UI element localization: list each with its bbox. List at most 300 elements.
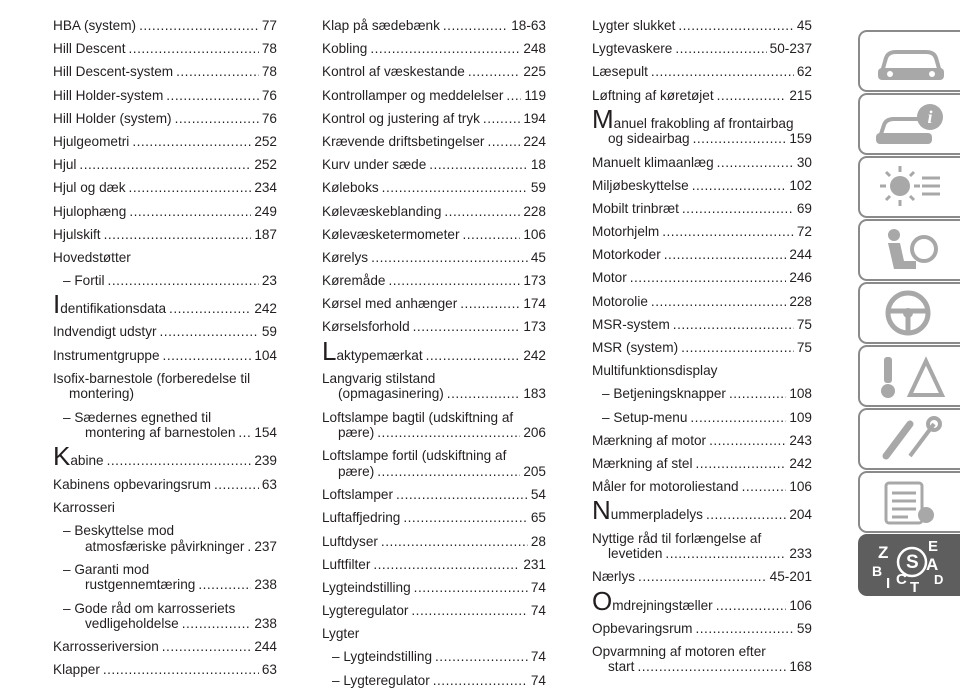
entry-term — [53, 180, 126, 196]
dot-leader — [692, 178, 787, 194]
entry-term — [63, 523, 174, 538]
index-entry — [322, 88, 546, 104]
entry-text: Hjul — [53, 157, 77, 173]
index-entry — [592, 340, 812, 356]
dot-leader — [129, 180, 252, 196]
entry-text: Motorkoder — [592, 247, 661, 263]
dot-leader — [706, 507, 786, 523]
entry-term — [322, 134, 484, 150]
page-number: 109 — [789, 409, 812, 425]
index-letter: C — [896, 571, 907, 588]
index-entry — [322, 649, 546, 665]
dot-leader — [426, 348, 521, 364]
page-number: 62 — [796, 64, 812, 80]
index-entry — [322, 250, 546, 266]
entry-term — [592, 103, 794, 134]
warning-lights-icon — [860, 158, 960, 216]
index-entry — [322, 41, 546, 57]
entry-text: Måler for motoroliestand — [592, 479, 739, 495]
index-letter: A — [926, 555, 939, 574]
page-number: 63 — [261, 476, 277, 492]
dot-leader — [129, 41, 259, 57]
entry-text: Multifunktionsdisplay — [592, 363, 718, 379]
entry-term — [53, 500, 115, 515]
index-entry — [322, 534, 546, 550]
index-letter: S — [906, 552, 919, 573]
entry-text: Kørsel med anhænger — [322, 296, 458, 312]
page-number: 215 — [789, 87, 812, 103]
entry-term — [322, 296, 457, 312]
dot-leader — [444, 204, 520, 220]
entry-text: Miljøbeskyttelse — [592, 177, 689, 193]
index-column-2 — [322, 18, 546, 696]
dot-leader — [630, 270, 787, 286]
tab-safety[interactable] — [858, 219, 960, 281]
entry-term — [322, 111, 480, 127]
index-entry — [592, 495, 812, 526]
index-letter: I — [886, 575, 891, 592]
dot-leader — [682, 201, 794, 217]
page-number: 76 — [261, 110, 277, 126]
entry-text: anuel frakobling af frontairbag — [613, 115, 794, 131]
section-initial-letter: I — [53, 289, 61, 320]
dot-leader — [693, 131, 787, 147]
entry-text: Kontrol af væskestande — [322, 64, 465, 80]
dot-leader — [103, 662, 259, 678]
entry-text: Hjulophæng — [53, 203, 127, 219]
page-number: 194 — [523, 110, 546, 126]
svg-text:i: i — [927, 107, 933, 127]
index-column-1 — [53, 18, 277, 686]
entry-text: atmosfæriske påvirkninger — [85, 538, 245, 554]
entry-term — [322, 204, 441, 220]
dot-leader — [175, 111, 259, 127]
dot-leader — [651, 294, 786, 310]
index-entry — [322, 335, 546, 366]
index-entry — [53, 134, 277, 150]
entry-text: Lygter slukket — [592, 18, 676, 33]
index-entry — [592, 247, 812, 263]
dot-leader — [107, 453, 252, 469]
index-entry — [322, 134, 546, 150]
page-number: 72 — [796, 224, 812, 240]
page-number: 28 — [530, 533, 546, 549]
entry-text: Luftdyser — [322, 533, 378, 549]
entry-term — [602, 410, 687, 426]
index-entry — [592, 363, 812, 379]
section-initial-letter: O — [592, 585, 613, 616]
entry-text: Motor — [592, 270, 627, 286]
entry-term — [592, 64, 648, 80]
dot-leader — [662, 224, 794, 240]
entry-term — [338, 425, 374, 441]
index-entry — [592, 531, 812, 562]
entry-term — [322, 580, 411, 596]
entry-text: Lygter — [322, 626, 360, 642]
index-entry — [592, 41, 812, 57]
entry-text: – Setup-menu — [602, 409, 688, 425]
tab-specifications[interactable] — [858, 471, 960, 533]
index-entry — [322, 296, 546, 312]
page-number: 18 — [530, 157, 546, 173]
entry-text: Manuelt klimaanlæg — [592, 154, 714, 170]
page-number: 225 — [523, 64, 546, 80]
dot-leader — [742, 479, 787, 495]
entry-term — [322, 88, 503, 104]
dot-leader — [462, 227, 520, 243]
entry-term — [602, 386, 726, 402]
entry-term — [322, 510, 400, 526]
entry-text: dentifikationsdata — [60, 301, 167, 317]
entry-text: Motorhjelm — [592, 224, 660, 240]
index-entry — [592, 479, 812, 495]
index-entry — [322, 371, 546, 402]
page-number: 249 — [254, 203, 277, 219]
entry-term — [592, 18, 675, 34]
dot-leader — [483, 111, 520, 127]
entry-text: Kurv under sæde — [322, 157, 427, 173]
tab-starting-driving[interactable] — [858, 282, 960, 344]
page-number: 45-201 — [769, 569, 812, 585]
entry-term — [53, 64, 173, 80]
entry-text: Motorolie — [592, 293, 648, 309]
page-number: 76 — [261, 87, 277, 103]
index-entry — [592, 644, 812, 675]
entry-term — [53, 289, 167, 320]
entry-term — [592, 201, 679, 217]
index-entry — [322, 319, 546, 335]
index-entry — [592, 569, 812, 585]
entry-term — [69, 386, 134, 401]
index-entry — [53, 250, 277, 266]
entry-text: Loftslampe bagtil (udskiftning af — [322, 409, 514, 425]
entry-term — [592, 621, 693, 637]
dot-leader — [370, 41, 520, 57]
dot-leader — [696, 621, 794, 637]
entry-text: pære) — [338, 463, 375, 479]
entry-term — [53, 441, 104, 472]
entry-term — [608, 546, 662, 562]
index-entry — [322, 580, 546, 596]
entry-term — [592, 247, 661, 263]
index-entry — [322, 448, 546, 479]
dot-leader — [447, 386, 521, 402]
entry-term — [53, 227, 101, 243]
index-entry — [322, 410, 546, 441]
index-entry — [53, 111, 277, 127]
index-entry — [53, 180, 277, 196]
entry-term — [592, 585, 713, 616]
entry-text: Kabinens opbevaringsrum — [53, 476, 211, 492]
index-letter: E — [928, 538, 939, 555]
dot-leader — [139, 18, 259, 34]
section-initial-letter: K — [53, 441, 71, 472]
page-number: 243 — [789, 432, 812, 448]
index-entry — [53, 227, 277, 243]
dot-leader — [690, 410, 786, 426]
index-entry — [592, 201, 812, 217]
page-number: 252 — [254, 133, 277, 149]
entry-text: Indvendigt udstyr — [53, 324, 157, 340]
dot-leader — [729, 386, 786, 402]
page-number: 234 — [254, 180, 277, 196]
page-number: 228 — [789, 293, 812, 309]
index-letters-icon — [860, 536, 960, 594]
dot-leader — [403, 510, 528, 526]
index-entry — [592, 155, 812, 171]
page-number: 18-63 — [511, 18, 546, 33]
index-entry — [53, 204, 277, 220]
dot-leader — [381, 534, 528, 550]
entry-text: Hjul og dæk — [53, 180, 126, 196]
steering-wheel-icon — [860, 284, 960, 342]
index-entry — [322, 603, 546, 619]
dot-leader — [717, 155, 794, 171]
entry-term — [592, 155, 714, 171]
entry-text: – Garanti mod — [63, 561, 150, 577]
entry-term — [63, 273, 105, 289]
page-number: 237 — [254, 538, 277, 554]
index-entry — [592, 18, 812, 34]
page-number: 74 — [530, 649, 546, 665]
page-number: 77 — [261, 18, 277, 33]
index-entry — [322, 273, 546, 289]
page-number: 244 — [789, 247, 812, 263]
entry-term — [85, 577, 195, 593]
tab-emergency[interactable] — [858, 345, 960, 407]
entry-text: Kørelys — [322, 249, 369, 265]
page-number: 173 — [523, 273, 546, 289]
page-number: 106 — [789, 597, 812, 613]
entry-term — [53, 18, 136, 34]
tab-warning-lights[interactable] — [858, 156, 960, 218]
index-entry — [53, 88, 277, 104]
dot-leader — [129, 204, 251, 220]
index-entry — [592, 317, 812, 333]
index-letter: Z — [878, 543, 889, 562]
dot-leader — [717, 88, 787, 104]
dot-leader — [247, 539, 251, 555]
entry-text: Hjulgeometri — [53, 133, 130, 149]
page-number: 252 — [254, 157, 277, 173]
entry-term — [332, 649, 432, 665]
entry-text: – Lygteindstilling — [332, 649, 433, 665]
dot-leader — [377, 425, 520, 441]
entry-term — [322, 335, 423, 366]
dot-leader — [716, 598, 787, 614]
dot-leader — [460, 296, 520, 312]
index-entry — [592, 456, 812, 472]
dot-leader — [637, 659, 786, 675]
specifications-list-icon — [860, 473, 960, 531]
index-entry — [322, 157, 546, 173]
entry-text: Hovedstøtter — [53, 249, 131, 265]
page-number: 159 — [789, 131, 812, 147]
entry-text: Opvarmning af motoren efter — [592, 643, 766, 659]
dot-leader — [695, 456, 786, 472]
index-entry — [53, 273, 277, 289]
dot-leader — [371, 250, 528, 266]
page-number: 45 — [530, 249, 546, 265]
entry-term — [53, 111, 172, 127]
page-number: 30 — [796, 154, 812, 170]
dot-leader — [198, 577, 251, 593]
entry-term — [53, 477, 211, 493]
index-entry — [53, 662, 277, 678]
entry-text: – Betjeningsknapper — [602, 386, 726, 402]
entry-text: – Lygteregulator — [332, 672, 430, 688]
tab-info[interactable] — [858, 93, 960, 155]
entry-text: – Sædernes egnethed til — [63, 409, 212, 425]
page-number: 248 — [523, 41, 546, 57]
entry-text: Lygteregulator — [322, 603, 409, 619]
dot-leader — [664, 247, 787, 263]
dot-leader — [638, 569, 767, 585]
entry-text: Karrosseriversion — [53, 639, 159, 655]
index-entry — [592, 410, 812, 426]
entry-text: ummerpladelys — [610, 507, 703, 523]
page-number: 78 — [261, 41, 277, 57]
entry-term — [592, 340, 678, 356]
entry-term — [53, 157, 76, 173]
dot-leader — [108, 273, 259, 289]
entry-text: MSR-system — [592, 316, 670, 332]
entry-term — [608, 659, 634, 675]
dot-leader — [413, 319, 521, 335]
page-number: 224 — [523, 133, 546, 149]
page-number: 106 — [789, 479, 812, 495]
entry-term — [63, 410, 211, 425]
page-number: 75 — [796, 316, 812, 332]
entry-term — [592, 479, 739, 495]
entry-term — [322, 410, 513, 425]
index-column-3 — [592, 18, 812, 683]
index-entry — [592, 103, 812, 147]
entry-term — [322, 319, 410, 335]
entry-text: Hill Descent — [53, 41, 126, 57]
entry-text: Hill Descent-system — [53, 64, 174, 80]
dot-leader — [678, 18, 794, 34]
tab-car[interactable] — [858, 30, 960, 92]
entry-text: – Gode råd om karrosseriets — [63, 600, 236, 616]
entry-term — [322, 626, 359, 641]
dot-leader — [214, 477, 259, 493]
entry-text: Køleboks — [322, 180, 379, 196]
index-entry — [53, 562, 277, 593]
page-number: 102 — [789, 177, 812, 193]
section-initial-letter: M — [592, 103, 614, 134]
index-entry — [53, 348, 277, 364]
entry-term — [53, 88, 163, 104]
index-entry — [53, 410, 277, 441]
entry-text: abine — [70, 453, 104, 469]
dot-leader — [373, 557, 520, 573]
entry-term — [592, 294, 648, 310]
entry-text: Mærkning af motor — [592, 432, 707, 448]
entry-text: Kølevæskeblanding — [322, 203, 442, 219]
entry-text: Langvarig stilstand — [322, 370, 436, 386]
entry-text: vedligeholdelse — [85, 616, 179, 632]
page-number: 233 — [789, 546, 812, 562]
dot-leader — [506, 88, 521, 104]
entry-text: aktypemærkat — [336, 347, 423, 363]
entry-term — [85, 539, 244, 555]
page-number: 45 — [796, 18, 812, 33]
tab-maintenance[interactable] — [858, 408, 960, 470]
page-number: 119 — [524, 87, 546, 103]
dot-leader — [163, 348, 252, 364]
index-entry — [53, 64, 277, 80]
entry-term — [53, 204, 126, 220]
index-letter: T — [910, 579, 920, 594]
entry-text: Kobling — [322, 41, 368, 57]
dot-leader — [651, 64, 794, 80]
entry-term — [322, 180, 379, 196]
index-entry — [592, 433, 812, 449]
entry-term — [322, 227, 459, 243]
entry-text: MSR (system) — [592, 340, 679, 356]
index-entry — [322, 111, 546, 127]
entry-text: HBA (system) — [53, 18, 137, 33]
index-entry — [53, 371, 277, 402]
index-entry — [53, 523, 277, 554]
maintenance-tools-icon — [860, 410, 960, 468]
index-entry — [322, 557, 546, 573]
page-number: 78 — [261, 64, 277, 80]
entry-text: Luftaffjedring — [322, 510, 401, 526]
index-entry — [592, 178, 812, 194]
entry-term — [338, 386, 444, 402]
index-entry — [592, 224, 812, 240]
entry-term — [322, 371, 435, 386]
index-entry — [592, 386, 812, 402]
entry-text: montering af barnestolen — [85, 425, 236, 441]
dot-leader — [238, 425, 251, 441]
entry-term — [63, 562, 149, 577]
entry-text: pære) — [338, 425, 375, 441]
page-number: 54 — [530, 487, 546, 503]
dot-leader — [162, 639, 252, 655]
entry-term — [53, 348, 160, 364]
page-number: 242 — [789, 455, 812, 471]
dot-leader — [468, 64, 520, 80]
index-entry — [322, 227, 546, 243]
entry-text: Lygtevaskere — [592, 41, 673, 57]
entry-term — [592, 88, 714, 104]
entry-term — [53, 324, 157, 340]
index-entry — [592, 270, 812, 286]
entry-text: Mærkning af stel — [592, 455, 693, 471]
tab-index[interactable] — [858, 534, 960, 596]
entry-term — [322, 534, 378, 550]
entry-text: Krævende driftsbetingelser — [322, 133, 485, 149]
page-number: 108 — [789, 386, 812, 402]
entry-term — [53, 41, 126, 57]
entry-term — [63, 601, 235, 616]
index-entry — [53, 500, 277, 516]
section-initial-letter: L — [322, 335, 337, 366]
entry-text: – Beskyttelse mod — [63, 522, 175, 538]
dot-leader — [169, 301, 251, 317]
entry-term — [592, 270, 627, 286]
page-number: 228 — [523, 203, 546, 219]
page-number: 74 — [530, 579, 546, 595]
page-number: 154 — [254, 425, 277, 441]
index-entry — [53, 477, 277, 493]
entry-text: Isofix-barnestole (forberedelse til — [53, 370, 251, 386]
entry-term — [322, 157, 426, 173]
entry-text: Læsepult — [592, 64, 648, 80]
